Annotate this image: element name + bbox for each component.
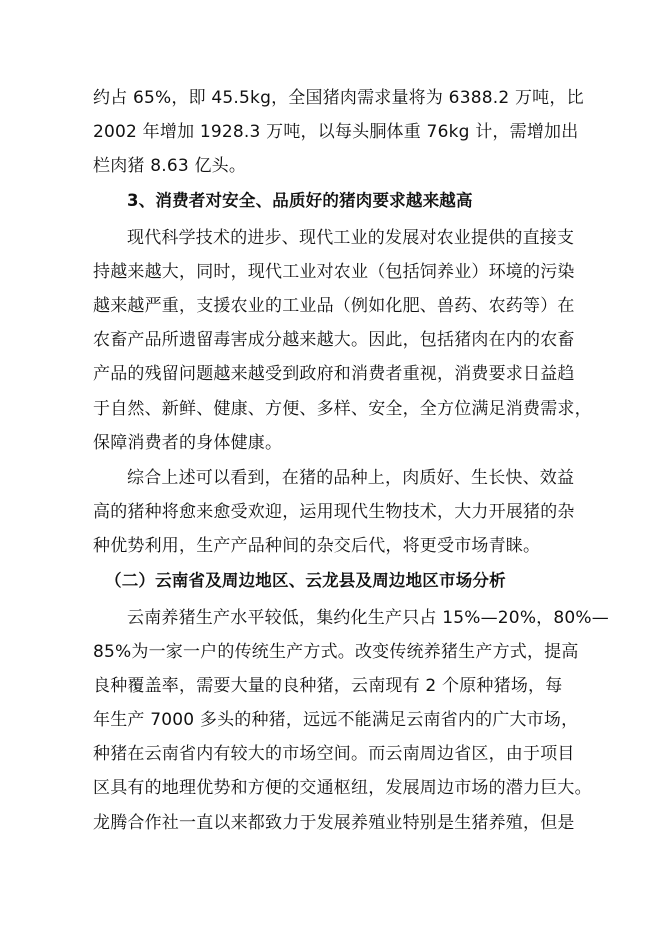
text-line: 85%为一家一户的传统生产方式。改变传统养猪生产方式，提高 [93,642,579,662]
text-line: 综合上述可以看到，在猪的品种上，肉质好、生长快、效益 [127,468,575,488]
text-line: 云南养猪生产水平较低，集约化生产只占 15%—20%，80%— [127,608,609,628]
text-line: 高的猪种将愈来愈受欢迎，运用现代生物技术，大力开展猪的杂 [93,502,575,522]
text-line: 区具有的地理优势和方便的交通枢纽，发展周边市场的潜力巨大。 [93,778,592,798]
text-line: 于自然、新鲜、健康、方便、多样、安全，全方位满足消费需求， [93,399,592,419]
text-line: 2002 年增加 1928.3 万吨，以每头胴体重 76kg 计，需增加出 [93,122,579,142]
text-line: 年生产 7000 多头的种猪，远远不能满足云南省内的广大市场， [93,710,579,730]
text-line: 良种覆盖率，需要大量的良种猪，云南现有 2 个原种猪场，每 [93,676,563,696]
text-line: 持越来越大，同时，现代工业对农业（包括饲养业）环境的污染 [93,262,575,282]
text-line: 现代科学技术的进步、现代工业的发展对农业提供的直接支 [127,228,575,248]
text-line: 农畜产品所遗留毒害成分越来越大。因此，包括猪肉在内的农畜 [93,330,575,350]
text-line: 种优势利用，生产产品种间的杂交后代，将更受市场青睐。 [93,536,541,556]
text-line: 龙腾合作社一直以来都致力于发展养殖业特别是生猪养殖，但是 [93,813,575,833]
text-line: 越来越严重，支援农业的工业品（例如化肥、兽药、农药等）在 [93,296,575,316]
text-line: 栏肉猪 8.63 亿头。 [93,156,247,176]
text-line: 保障消费者的身体健康。 [93,433,283,453]
section-heading-3: 3、消费者对安全、品质好的猪肉要求越来越高 [127,191,473,210]
text-line: 产品的残留问题越来越受到政府和消费者重视，消费要求日益趋 [93,364,575,384]
text-line: 约占 65%，即 45.5kg，全国猪肉需求量将为 6388.2 万吨，比 [93,88,584,108]
text-line: 种猪在云南省内有较大的市场空间。而云南周边省区，由于项目 [93,744,575,764]
section-heading-2: （二）云南省及周边地区、云龙县及周边地区市场分析 [105,571,506,590]
